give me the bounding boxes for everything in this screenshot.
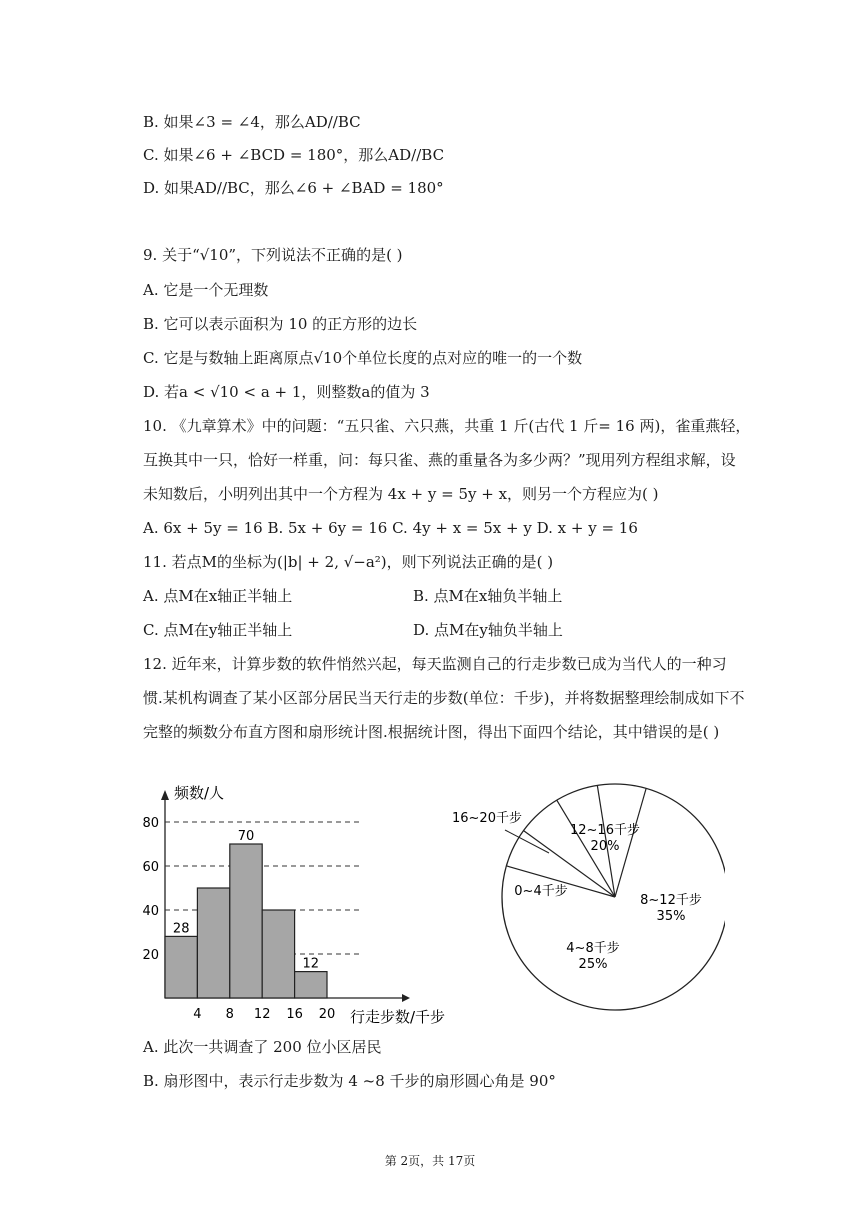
y-tick-label: 80 bbox=[142, 816, 159, 831]
option-12b: B. 扇形图中，表示行走步数为 4 ~8 千步的扇形圆心角是 90° bbox=[143, 1072, 556, 1090]
question-10-line3: 未知数后，小明列出其中一个方程为 4x + y = 5y + x，则另一个方程应为( ) bbox=[143, 485, 659, 503]
y-axis-arrow bbox=[161, 790, 169, 800]
question-12-line3: 完整的频数分布直方图和扇形统计图.根据统计图，得出下面四个结论，其中错误的是( ) bbox=[143, 723, 720, 741]
option-9d: D. 若a < √10 < a + 1，则整数a的值为 3 bbox=[143, 383, 430, 401]
question-10-options: A. 6x + 5y = 16 B. 5x + 6y = 16 C. 4y + x = 5x + y D. x + y = 16 bbox=[143, 519, 638, 537]
pie-label: 4~8千步 bbox=[566, 941, 620, 956]
question-11-stem: 11. 若点M的坐标为(|b| + 2, √−a²)，则下列说法正确的是( ) bbox=[143, 553, 554, 571]
y-tick-label: 40 bbox=[142, 904, 159, 919]
option-12a: A. 此次一共调查了 200 位小区居民 bbox=[143, 1038, 382, 1056]
question-12-line1: 12. 近年来，计算步数的软件悄然兴起，每天监测自己的行走步数已成为当代人的一种习 bbox=[143, 655, 727, 673]
pie-percent-label: 20% bbox=[590, 839, 620, 854]
x-tick-label: 16 bbox=[286, 1007, 303, 1022]
pie-percent-label: 25% bbox=[578, 957, 608, 972]
bar-data-label: 12 bbox=[302, 956, 320, 972]
bar-data-label: 70 bbox=[237, 829, 255, 844]
question-9-stem: 9. 关于“√10”，下列说法不正确的是( ) bbox=[143, 246, 403, 264]
pie-label: 16~20千步 bbox=[452, 811, 522, 826]
option-11a: A. 点M在x轴正半轴上 bbox=[143, 587, 293, 605]
x-tick-label: 20 bbox=[318, 1007, 336, 1022]
x-tick-label: 12 bbox=[253, 1007, 271, 1022]
x-tick-label: 4 bbox=[193, 1007, 202, 1022]
pie-label: 0~4千步 bbox=[514, 884, 568, 899]
histogram-bar bbox=[230, 844, 262, 998]
option-11b: B. 点M在x轴负半轴上 bbox=[413, 587, 563, 605]
option-9a: A. 它是一个无理数 bbox=[143, 281, 269, 299]
pie-label: 12~16千步 bbox=[570, 823, 640, 838]
histogram-bar bbox=[197, 888, 229, 998]
question-10-line2: 互换其中一只，恰好一样重，问：每只雀、燕的重量各为多少两？”现用列方程组求解，设 bbox=[143, 451, 736, 469]
option-9c: C. 它是与数轴上距离原点√10个单位长度的点对应的唯一的一个数 bbox=[143, 349, 583, 367]
histogram-bar bbox=[295, 972, 327, 998]
histogram-bar bbox=[165, 936, 197, 998]
question-12-line2: 惯.某机构调查了某小区部分居民当天行走的步数(单位：千步)，并将数据整理绘制成如下不 bbox=[143, 689, 745, 707]
pie-chart bbox=[445, 780, 725, 1020]
y-axis-title: 频数/人 bbox=[174, 784, 225, 802]
x-tick-label: 8 bbox=[225, 1007, 234, 1022]
histogram-chart bbox=[140, 780, 460, 1030]
option-11d: D. 点M在y轴负半轴上 bbox=[413, 621, 563, 639]
y-tick-label: 20 bbox=[142, 948, 159, 963]
question-10-line1: 10. 《九章算术》中的问题：“五只雀、六只燕，共重 1 斤(古代 1 斤= 16 两)，雀重燕轻， bbox=[143, 417, 751, 435]
option-11c: C. 点M在y轴正半轴上 bbox=[143, 621, 293, 639]
option-8c: C. 如果∠6 + ∠BCD = 180°，那么AD//BC bbox=[143, 146, 445, 164]
x-axis-arrow bbox=[402, 994, 410, 1002]
x-axis-title: 行走步数/千步 bbox=[350, 1008, 446, 1026]
option-8d: D. 如果AD//BC，那么∠6 + ∠BAD = 180° bbox=[143, 179, 444, 197]
option-8b: B. 如果∠3 = ∠4，那么AD//BC bbox=[143, 113, 361, 131]
histogram-bar bbox=[262, 910, 294, 998]
pie-label: 8~12千步 bbox=[640, 893, 702, 908]
pie-percent-label: 35% bbox=[656, 909, 686, 924]
pie-slice-edge bbox=[615, 788, 646, 897]
y-tick-label: 60 bbox=[142, 860, 159, 875]
page-footer: 第 2页，共 17页 bbox=[384, 1154, 476, 1168]
option-9b: B. 它可以表示面积为 10 的正方形的边长 bbox=[143, 315, 418, 333]
bar-data-label: 28 bbox=[172, 921, 190, 937]
